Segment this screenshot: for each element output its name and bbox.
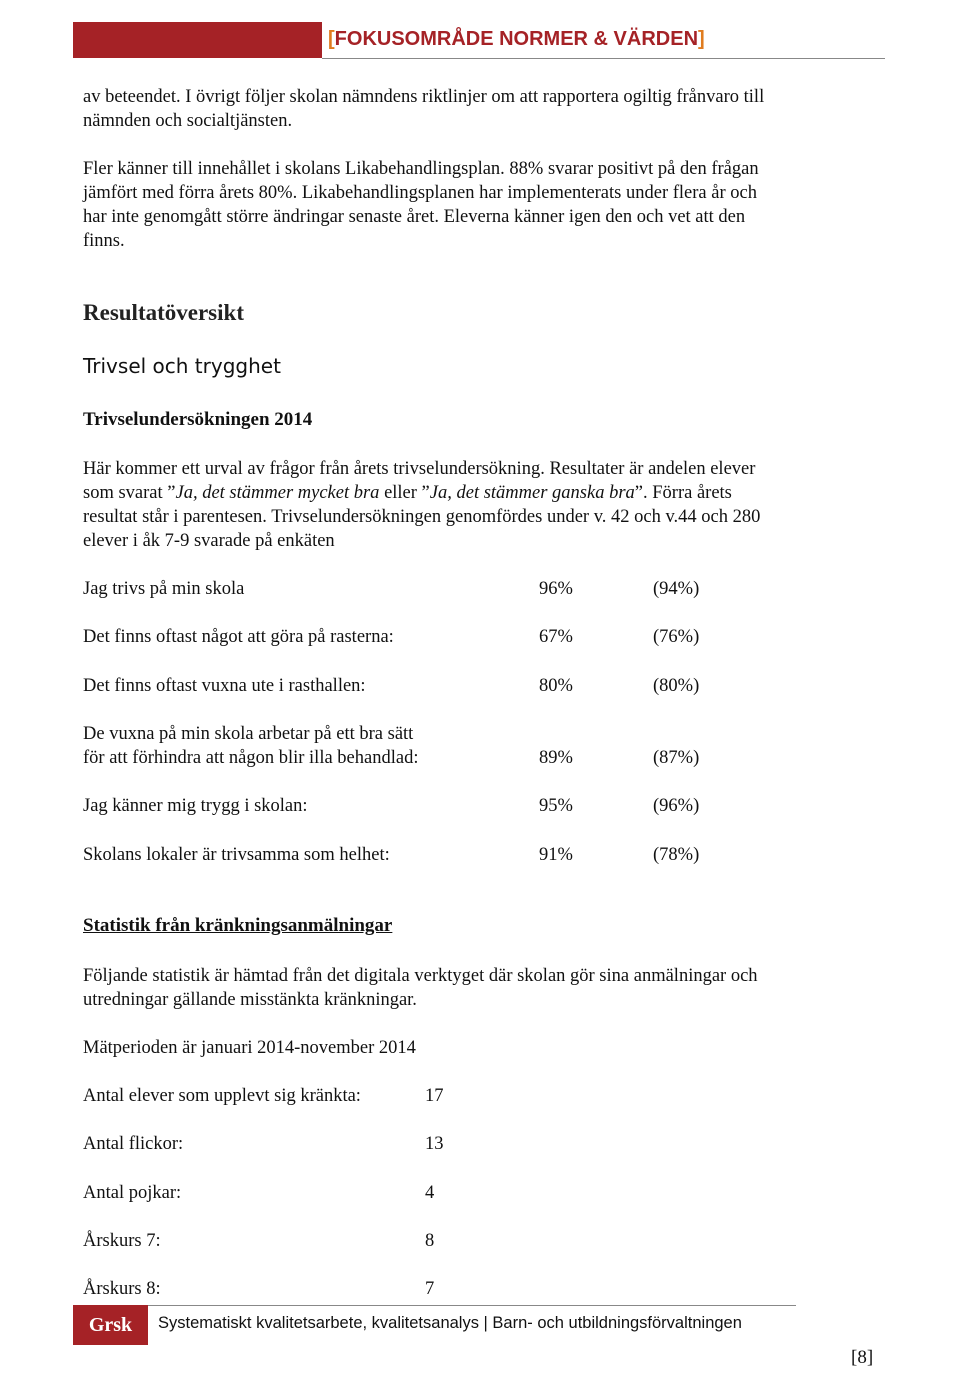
stats-intro: Följande statistik är hämtad från det digitala verktyget där skolan gör sina anmälningar och utredningar gällande misstänkta kränkningar. bbox=[83, 966, 758, 1010]
subheading-statistics: Statistik från kränkningsanmälningar bbox=[83, 915, 393, 936]
header-color-bar bbox=[73, 22, 322, 58]
stat-row: Antal flickor: 13 bbox=[83, 1134, 444, 1154]
page-number: [8] bbox=[851, 1347, 874, 1368]
measurement-period: Mätperioden är januari 2014-november 2014 bbox=[83, 1038, 416, 1058]
footer-rule bbox=[73, 1305, 796, 1306]
stat-row: Antal pojkar: 4 bbox=[83, 1183, 435, 1203]
subheading-trivsel: Trivsel och trygghet bbox=[83, 354, 281, 378]
intro-paragraph-1: av beteendet. I övrigt följer skolan nämndens riktlinjer om att rapportera ogiltig frånvaro till nämnden och socialtjänsten. bbox=[83, 87, 765, 131]
stat-row: Antal elever som upplevt sig kränkta: 17 bbox=[83, 1086, 444, 1106]
header-rule bbox=[322, 58, 885, 59]
footer-logo: Grsk bbox=[73, 1305, 148, 1345]
section-heading-resultatoversikt: Resultatöversikt bbox=[83, 300, 244, 325]
footer-text: Systematiskt kvalitetsarbete, kvalitetsanalys | Barn- och utbildningsförvaltningen bbox=[158, 1314, 742, 1332]
survey-intro: Här kommer ett urval av frågor från årets trivselundersökning. Resultater är andelen elever som svarat ”Ja, det stämmer mycket bra eller ”Ja, det stämmer ganska bra”. Förra årets resultat står i parentesen. Trivselundersökningen genomfördes under v. 42 och v.44 och 280 elever i åk 7-9 svarade på enkäten bbox=[83, 459, 761, 551]
intro-paragraph-2: Fler känner till innehållet i skolans Likabehandlingsplan. 88% svarar positivt på den frågan jämfört med förra årets 80%. Likabehandlingsplanen har implementerats under flera år och har inte genomgått större ändringar senaste året. Eleverna känner igen den och vet att den finns. bbox=[83, 159, 759, 251]
stat-row: Årskurs 7: 8 bbox=[83, 1231, 435, 1251]
stat-row: Årskurs 8: 7 bbox=[83, 1279, 435, 1299]
subheading-survey: Trivselundersökningen 2014 bbox=[83, 409, 313, 430]
header-title: [FOKUSOMRÅDE NORMER & VÄRDEN] bbox=[328, 28, 705, 50]
